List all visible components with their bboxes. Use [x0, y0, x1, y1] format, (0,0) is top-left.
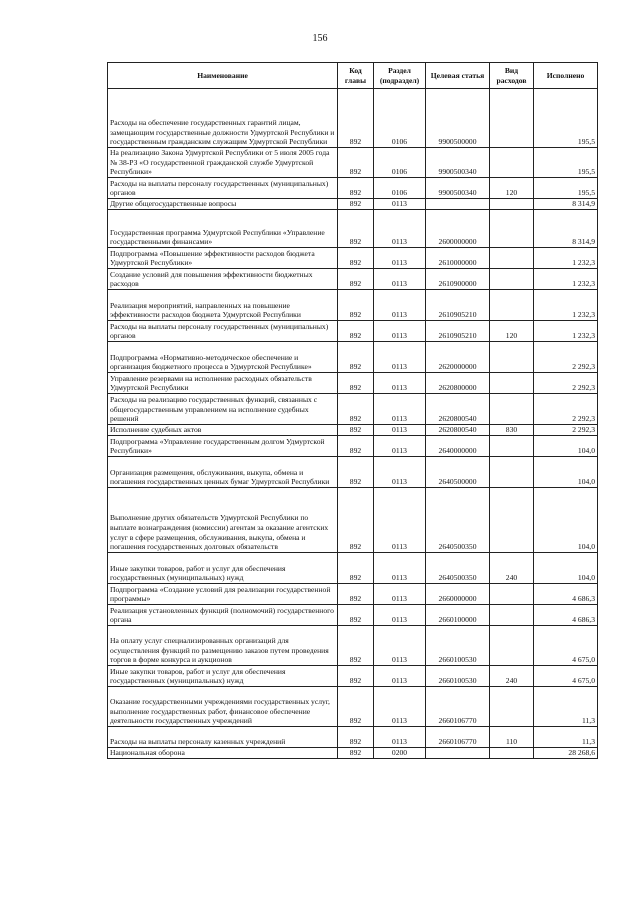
cell-section: 0106 [374, 89, 426, 148]
header-section: Раздел (подраздел) [374, 63, 426, 89]
cell-name: Реализация установленных функций (полномочий) государственного органа [108, 605, 338, 626]
table-row [108, 290, 598, 321]
cell-executed: 104,0 [534, 488, 598, 553]
cell-section: 0106 [374, 148, 426, 178]
header-type: Вид расходов [490, 63, 534, 89]
cell-executed: 2 292,3 [534, 342, 598, 373]
cell-executed: 1 232,3 [534, 290, 598, 321]
cell-code: 892 [338, 748, 374, 759]
cell-code: 892 [338, 666, 374, 687]
table-header-row [108, 63, 598, 89]
cell-code: 892 [338, 605, 374, 626]
cell-code: 892 [338, 269, 374, 290]
cell-executed: 104,0 [534, 457, 598, 488]
cell-target: 2640500000 [426, 457, 490, 488]
cell-name: Создание условий для повышения эффективности бюджетных расходов [108, 269, 338, 290]
cell-target [426, 199, 490, 210]
table-row [108, 342, 598, 373]
cell-code: 892 [338, 687, 374, 727]
cell-section: 0113 [374, 269, 426, 290]
cell-executed: 104,0 [534, 436, 598, 457]
cell-code: 892 [338, 488, 374, 553]
cell-executed: 4 675,0 [534, 666, 598, 687]
cell-type [490, 584, 534, 605]
cell-section: 0113 [374, 394, 426, 425]
cell-name: На оплату услуг специализированных организаций для осуществления функций по размещению заказов путем проведения торгов в форме конкурса и аукционов [108, 626, 338, 666]
cell-target: 2610905210 [426, 321, 490, 342]
cell-target: 2610900000 [426, 269, 490, 290]
cell-executed: 4 686,3 [534, 605, 598, 626]
cell-type [490, 290, 534, 321]
cell-executed: 1 232,3 [534, 269, 598, 290]
table-row [108, 394, 598, 425]
cell-code: 892 [338, 290, 374, 321]
cell-name: Подпрограмма «Повышение эффективности расходов бюджета Удмуртской Республики» [108, 248, 338, 269]
cell-section: 0113 [374, 248, 426, 269]
cell-type [490, 605, 534, 626]
cell-target: 2610905210 [426, 290, 490, 321]
cell-code: 892 [338, 436, 374, 457]
cell-code: 892 [338, 178, 374, 199]
cell-target: 2620800540 [426, 425, 490, 436]
table-row [108, 321, 598, 342]
cell-executed: 2 292,3 [534, 425, 598, 436]
table-row [108, 748, 598, 759]
cell-executed: 28 268,6 [534, 748, 598, 759]
table-row [108, 148, 598, 178]
cell-type [490, 687, 534, 727]
cell-name: Реализация мероприятий, направленных на повышение эффективности расходов бюджета Удмуртской Республики [108, 290, 338, 321]
cell-type [490, 342, 534, 373]
cell-section: 0113 [374, 210, 426, 248]
cell-section: 0113 [374, 488, 426, 553]
cell-name: Управление резервами на исполнение расходных обязательств Удмуртской Республики [108, 373, 338, 394]
cell-type [490, 373, 534, 394]
cell-type: 120 [490, 178, 534, 199]
cell-code: 892 [338, 321, 374, 342]
table-row [108, 373, 598, 394]
cell-type [490, 89, 534, 148]
cell-code: 892 [338, 210, 374, 248]
table-row [108, 199, 598, 210]
cell-executed: 195,5 [534, 89, 598, 148]
cell-target: 2660100530 [426, 626, 490, 666]
cell-code: 892 [338, 148, 374, 178]
table-row [108, 178, 598, 199]
cell-section: 0113 [374, 342, 426, 373]
cell-code: 892 [338, 199, 374, 210]
cell-section: 0113 [374, 626, 426, 666]
table-row [108, 436, 598, 457]
cell-name: Другие общегосударственные вопросы [108, 199, 338, 210]
cell-name: Подпрограмма «Создание условий для реализации государственной программы» [108, 584, 338, 605]
cell-section: 0113 [374, 373, 426, 394]
cell-name: Расходы на обеспечение государственных гарантий лицам, замещающим государственные должности Удмуртской Республики и государственным гражданским служащим Удмуртской Республики [108, 89, 338, 148]
cell-target: 2660100000 [426, 605, 490, 626]
cell-section: 0113 [374, 666, 426, 687]
cell-name: Расходы на выплаты персоналу казенных учреждений [108, 727, 338, 748]
table-row [108, 269, 598, 290]
cell-code: 892 [338, 457, 374, 488]
table-row [108, 605, 598, 626]
cell-section: 0113 [374, 425, 426, 436]
cell-type [490, 457, 534, 488]
cell-type [490, 436, 534, 457]
cell-executed: 2 292,3 [534, 373, 598, 394]
cell-section: 0113 [374, 199, 426, 210]
cell-code: 892 [338, 727, 374, 748]
cell-type: 240 [490, 666, 534, 687]
cell-target: 2640000000 [426, 436, 490, 457]
cell-target: 2660106770 [426, 727, 490, 748]
cell-code: 892 [338, 425, 374, 436]
cell-target: 2610000000 [426, 248, 490, 269]
cell-name: Государственная программа Удмуртской Республики «Управление государственными финансами» [108, 210, 338, 248]
cell-name: Расходы на выплаты персоналу государственных (муниципальных) органов [108, 321, 338, 342]
cell-name: Оказание государственными учреждениями государственных услуг, выполнение государственных работ, финансовое обеспечение деятельности государственных учреждений [108, 687, 338, 727]
table-row [108, 666, 598, 687]
cell-section: 0113 [374, 290, 426, 321]
cell-target: 2640500350 [426, 488, 490, 553]
page-number: 156 [312, 33, 328, 44]
cell-name: Подпрограмма «Управление государственным долгом Удмуртской Республики» [108, 436, 338, 457]
table-row [108, 89, 598, 148]
cell-code: 892 [338, 248, 374, 269]
cell-code: 892 [338, 89, 374, 148]
table-row [108, 727, 598, 748]
cell-target: 2600000000 [426, 210, 490, 248]
cell-section: 0113 [374, 321, 426, 342]
cell-executed: 1 232,3 [534, 248, 598, 269]
cell-executed: 4 675,0 [534, 626, 598, 666]
cell-section: 0113 [374, 687, 426, 727]
cell-name: Организация размещения, обслуживания, выкупа, обмена и погашения государственных ценных бумаг Удмуртской Республики [108, 457, 338, 488]
cell-executed: 11,3 [534, 687, 598, 727]
cell-type [490, 748, 534, 759]
cell-code: 892 [338, 394, 374, 425]
cell-name: Расходы на реализацию государственных функций, связанных с общегосударственным управлением на исполнение судебных решений [108, 394, 338, 425]
header-name: Наименование [108, 63, 338, 89]
cell-code: 892 [338, 553, 374, 584]
cell-section: 0106 [374, 178, 426, 199]
cell-executed: 8 314,9 [534, 199, 598, 210]
table-row [108, 584, 598, 605]
cell-code: 892 [338, 373, 374, 394]
cell-section: 0200 [374, 748, 426, 759]
cell-target: 9900500340 [426, 178, 490, 199]
cell-type [490, 626, 534, 666]
cell-name: Расходы на выплаты персоналу государственных (муниципальных) органов [108, 178, 338, 199]
cell-name: Иные закупки товаров, работ и услуг для обеспечения государственных (муниципальных) нужд [108, 666, 338, 687]
table-row [108, 210, 598, 248]
cell-name: Иные закупки товаров, работ и услуг для обеспечения государственных (муниципальных) нужд [108, 553, 338, 584]
cell-target: 2640500350 [426, 553, 490, 584]
table-row [108, 687, 598, 727]
cell-type: 110 [490, 727, 534, 748]
cell-name: На реализацию Закона Удмуртской Республики от 5 июля 2005 года № 38-РЗ «О государственной гражданской службе Удмуртской Республики» [108, 148, 338, 178]
table-row [108, 248, 598, 269]
cell-target: 9900500340 [426, 148, 490, 178]
cell-executed: 2 292,3 [534, 394, 598, 425]
cell-section: 0113 [374, 457, 426, 488]
cell-target: 2620800540 [426, 394, 490, 425]
cell-section: 0113 [374, 436, 426, 457]
cell-code: 892 [338, 342, 374, 373]
cell-executed: 1 232,3 [534, 321, 598, 342]
cell-name: Национальная оборона [108, 748, 338, 759]
cell-code: 892 [338, 584, 374, 605]
budget-table [107, 62, 598, 759]
cell-name: Подпрограмма «Нормативно-методическое обеспечение и организация бюджетного процесса в Удмуртской Республике» [108, 342, 338, 373]
cell-target: 2660106770 [426, 687, 490, 727]
cell-section: 0113 [374, 727, 426, 748]
cell-section: 0113 [374, 605, 426, 626]
cell-section: 0113 [374, 584, 426, 605]
cell-name: Выполнение других обязательств Удмуртской Республики по выплате вознаграждения (комиссии) агентам за оказание агентских услуг в сфере размещения, обслуживания, выкупа, обмена и погашения государственных долговых обязательств [108, 488, 338, 553]
cell-target: 2660000000 [426, 584, 490, 605]
cell-type [490, 199, 534, 210]
cell-executed: 195,5 [534, 178, 598, 199]
cell-type: 120 [490, 321, 534, 342]
cell-type [490, 210, 534, 248]
cell-executed: 195,5 [534, 148, 598, 178]
cell-target: 9900500000 [426, 89, 490, 148]
header-executed: Исполнено [534, 63, 598, 89]
cell-section: 0113 [374, 553, 426, 584]
table-row [108, 457, 598, 488]
cell-type: 830 [490, 425, 534, 436]
cell-executed: 8 314,9 [534, 210, 598, 248]
cell-executed: 11,3 [534, 727, 598, 748]
cell-code: 892 [338, 626, 374, 666]
table-row [108, 488, 598, 553]
cell-executed: 4 686,3 [534, 584, 598, 605]
cell-target: 2620000000 [426, 342, 490, 373]
cell-type [490, 148, 534, 178]
cell-target [426, 748, 490, 759]
cell-type [490, 248, 534, 269]
cell-target: 2620800000 [426, 373, 490, 394]
cell-target: 2660100530 [426, 666, 490, 687]
table-row [108, 553, 598, 584]
cell-name: Исполнение судебных актов [108, 425, 338, 436]
header-target: Целевая статья [426, 63, 490, 89]
header-code: Код главы [338, 63, 374, 89]
cell-type: 240 [490, 553, 534, 584]
cell-type [490, 394, 534, 425]
cell-executed: 104,0 [534, 553, 598, 584]
cell-type [490, 269, 534, 290]
cell-type [490, 488, 534, 553]
table-row [108, 626, 598, 666]
table-row [108, 425, 598, 436]
